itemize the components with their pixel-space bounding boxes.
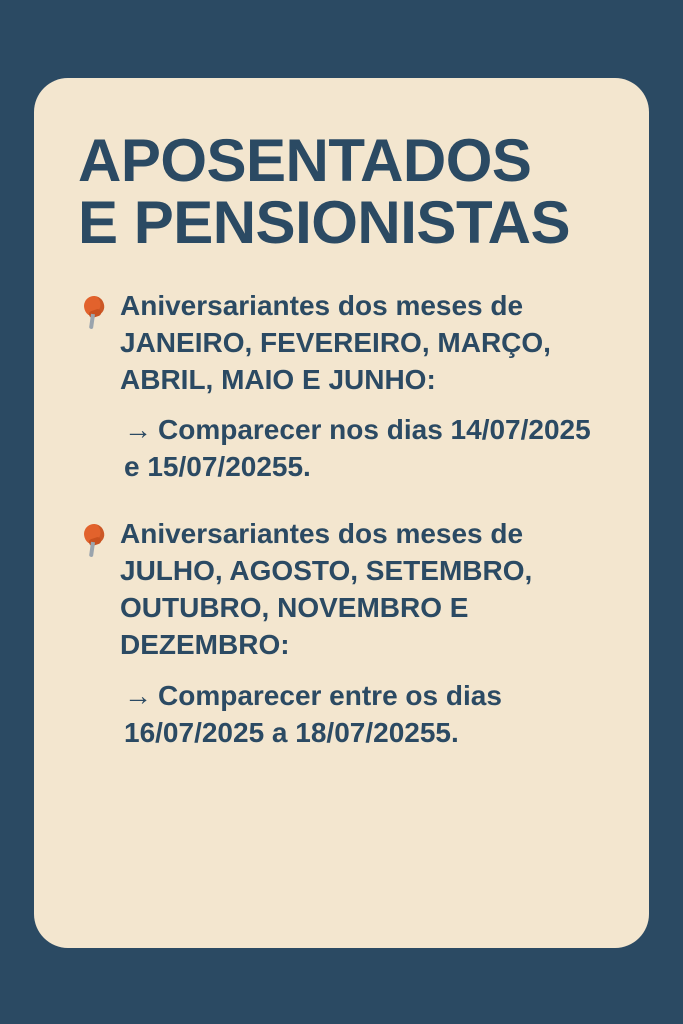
- pushpin-icon: [78, 288, 120, 328]
- arrow-icon-1: →: [124, 414, 152, 446]
- poster-card: [34, 78, 649, 948]
- notice-block-body: [120, 516, 605, 752]
- notice-months-1: JANEIRO, FEVEREIRO, MARÇO, ABRIL, MAIO E JUNHO:: [120, 326, 551, 395]
- notice-action-1: [120, 412, 605, 486]
- page-title-line-2: E PENSIONISTAS: [78, 188, 570, 256]
- notice-months-2: JULHO, AGOSTO, SETEMBRO, OUTUBRO, NOVEMBRO E DEZEMBRO:: [120, 555, 533, 661]
- page-title-line-1: APOSENTADOS: [78, 127, 532, 194]
- notice-lead-1: Aniversariantes dos meses de: [120, 289, 524, 321]
- notice-action-2: [120, 678, 605, 752]
- notice-lead-2: Aniversariantes dos meses de: [120, 518, 524, 550]
- page-title: [78, 127, 605, 256]
- arrow-icon-2: →: [124, 680, 152, 712]
- poster-content: [34, 78, 649, 752]
- notice-blocks: [78, 288, 605, 752]
- notice-action-text-2: Comparecer entre os dias 16/07/2025 a 18/07/20255.: [124, 680, 502, 749]
- pushpin-icon: [78, 516, 120, 556]
- notice-block-body: [120, 288, 605, 487]
- notice-block-first-semester: [78, 288, 605, 487]
- notice-block-second-semester: [78, 516, 605, 752]
- notice-action-text-1: Comparecer nos dias 14/07/2025 e 15/07/20255.: [124, 414, 591, 483]
